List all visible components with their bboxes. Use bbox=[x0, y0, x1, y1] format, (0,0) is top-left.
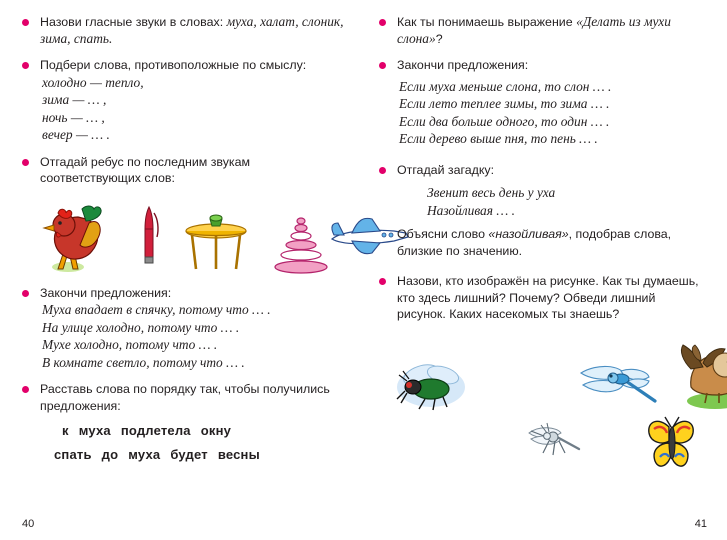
word-order-row bbox=[54, 444, 349, 466]
task-vowels-lead: Назови гласные звуки в словах: bbox=[40, 15, 227, 29]
antonym-line: зима — … , bbox=[42, 92, 107, 107]
task-vowels-words: муха, халат, слоник, зима, спать. bbox=[40, 14, 344, 46]
riddle-explain bbox=[397, 226, 707, 259]
word-card: подлетела bbox=[120, 423, 191, 438]
task-riddle-lead: Отгадай загадку: bbox=[397, 162, 495, 177]
bullet-icon bbox=[379, 62, 386, 69]
word-card: муха bbox=[78, 423, 111, 438]
task-word-order bbox=[22, 381, 349, 466]
bullet-icon bbox=[22, 62, 29, 69]
task-idiom-lead: Как ты понимаешь выражение bbox=[397, 15, 577, 29]
finish-line: Мухе холодно, потому что … . bbox=[42, 337, 218, 352]
task-finish-2-lead: Закончи предложения: bbox=[397, 58, 529, 72]
antonym-line: холодно — тепло, bbox=[42, 74, 144, 90]
task-insects-lead: Назови, кто изображён на рисунке. Как ты думаешь, кто здесь лишний? Почему? Обведи лишний рисунок. Каких насекомых ты знаешь? bbox=[397, 274, 699, 321]
finish-line: Муха впадает в спячку, потому что … . bbox=[42, 302, 271, 317]
task-antonyms-lead: Подбери слова, противоположные по смыслу: bbox=[40, 58, 307, 72]
riddle-line: Звенит весь день у уха bbox=[427, 185, 556, 200]
task-idiom-tail: ? bbox=[435, 31, 443, 46]
page-number-right: 41 bbox=[694, 518, 707, 530]
word-card: к bbox=[62, 423, 69, 438]
right-page bbox=[363, 0, 727, 540]
finish-line: Если дерево выше пня, то пень … . bbox=[399, 131, 598, 146]
task-finish-sentences bbox=[22, 285, 349, 372]
explain-word: «назойливая» bbox=[488, 227, 569, 241]
explain-before: Объясни слово bbox=[397, 227, 489, 241]
bullet-icon bbox=[22, 19, 29, 26]
task-vowels bbox=[22, 14, 349, 47]
finish-line: Если муха меньше слона, то слон … . bbox=[399, 78, 612, 94]
dragonfly-icon bbox=[563, 355, 659, 417]
left-page bbox=[0, 0, 363, 540]
word-card: муха bbox=[128, 447, 161, 462]
bullet-icon bbox=[379, 167, 386, 174]
task-riddle bbox=[379, 162, 707, 260]
finish-line: На улице холодно, потому что … . bbox=[42, 319, 240, 335]
bullet-icon bbox=[22, 386, 29, 393]
bullet-icon bbox=[22, 159, 29, 166]
word-card: весны bbox=[217, 447, 260, 462]
finish-line: Если лето теплее зимы, то зима … . bbox=[399, 96, 610, 111]
task-finish-lead: Закончи предложения: bbox=[40, 285, 172, 300]
mosquito-icon bbox=[513, 419, 585, 467]
insects-picture-row bbox=[383, 333, 707, 473]
explain-after: , подобрав слова, близкие по значению. bbox=[397, 227, 672, 258]
page-number-left: 40 bbox=[22, 518, 35, 530]
task-idiom-quote: «Делать из мухи слона» bbox=[397, 14, 671, 46]
word-card: до bbox=[101, 447, 119, 462]
table-icon bbox=[180, 213, 252, 275]
bullet-icon bbox=[379, 278, 386, 285]
fly-icon bbox=[391, 357, 471, 413]
word-order-row bbox=[62, 420, 349, 442]
rooster-icon bbox=[34, 199, 104, 275]
task-insects bbox=[379, 273, 707, 323]
bullet-icon bbox=[379, 19, 386, 26]
finish-line: В комнате светло, потому что … . bbox=[42, 354, 245, 370]
pen-icon bbox=[138, 203, 164, 267]
word-card: спать bbox=[54, 447, 92, 462]
task-antonyms bbox=[22, 57, 349, 144]
antonym-line: ночь — … , bbox=[42, 109, 105, 125]
finish-line: Если два больше одного, то один … . bbox=[399, 113, 610, 129]
word-card: окну bbox=[200, 423, 232, 438]
task-rebus-lead: Отгадай ребус по последним звукам соответствующих слов: bbox=[40, 154, 251, 185]
rebus-picture-row bbox=[28, 197, 349, 275]
word-card: будет bbox=[170, 447, 208, 462]
butterfly-icon bbox=[641, 413, 703, 475]
bullet-icon bbox=[22, 290, 29, 297]
task-rebus bbox=[22, 154, 349, 187]
sparrow-icon bbox=[673, 333, 727, 411]
task-word-order-lead: Расставь слова по порядку так, чтобы получились предложения: bbox=[40, 382, 330, 413]
riddle-line: Назойливая … . bbox=[427, 203, 515, 218]
pyramid-toy-icon bbox=[270, 217, 332, 275]
task-finish-sentences-2 bbox=[379, 57, 707, 148]
task-idiom bbox=[379, 14, 707, 47]
antonym-line: вечер — … . bbox=[42, 127, 110, 142]
